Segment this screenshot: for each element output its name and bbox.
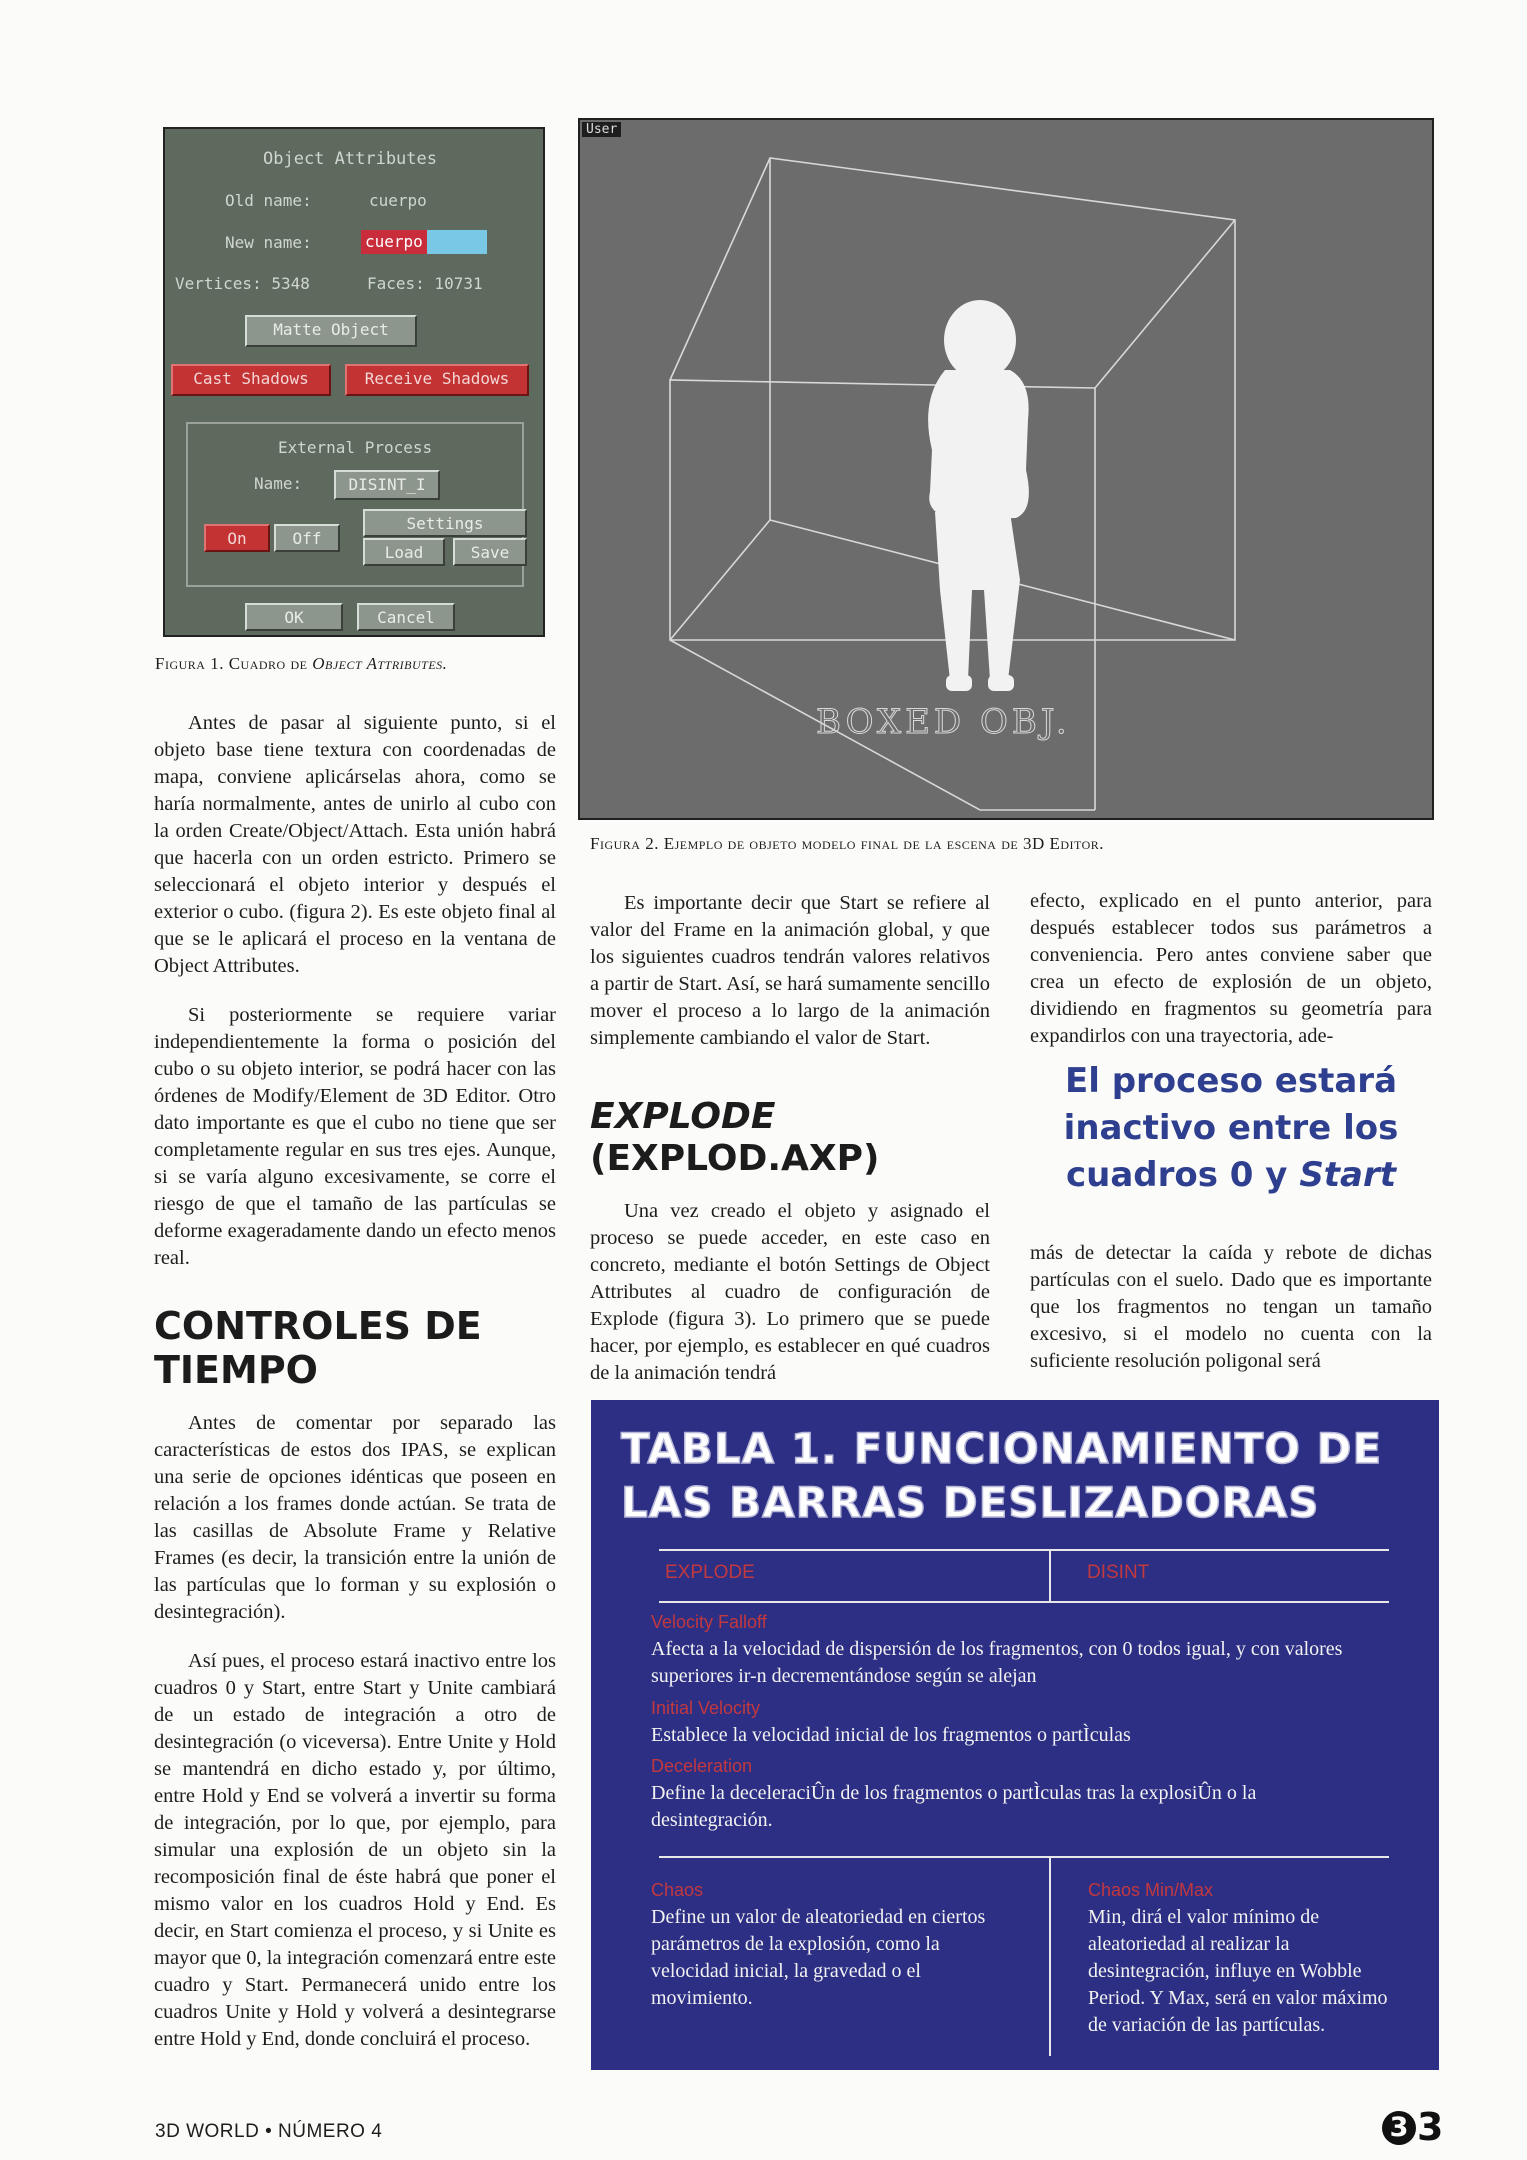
viewport-tag: User [582, 122, 621, 137]
column-2-lower [590, 1198, 990, 1387]
table-title [621, 1422, 1421, 1530]
col1-paragraph-1: Antes de pasar al siguiente punto, si el objeto base tiene textura con coordenadas de mapa, conviene aplicárselas ahora, como se haría normalmente, antes de unirlo al cubo con la orden Create/Object/Attach. Esta unión habrá que hacerla con un orden estricto. Primero se seleccionará el objeto interior y después el exterior o cubo. (figura 2). Es este objeto final al que se le aplicará el proceso en la ventana de Object Attributes. [154, 712, 556, 977]
save-button[interactable]: Save [453, 538, 527, 566]
column-2 [590, 890, 990, 1052]
faces-count: Faces: 10731 [367, 274, 483, 293]
table-header-divider [1049, 1549, 1051, 1601]
vertices-count: Vertices: 5348 [175, 274, 310, 293]
column-1 [154, 710, 556, 1272]
figure1-caption-text: Figura 1. Cuadro de [155, 654, 313, 673]
slider-table [591, 1400, 1439, 2070]
pull-quote-line-2: inactivo entre los [1063, 1108, 1399, 1148]
dialog-title: Object Attributes [263, 149, 437, 169]
external-process-label: External Process [278, 438, 433, 457]
chaos-key: Chaos [651, 1880, 704, 1900]
chaos-minmax-key: Chaos Min/Max [1088, 1880, 1214, 1900]
page-number-circle: 3 [1382, 2111, 1416, 2145]
load-button[interactable]: Load [363, 538, 445, 566]
table-title-line-2: LAS BARRAS DESLIZADORAS [621, 1478, 1320, 1527]
pull-quote-start: Start [1299, 1155, 1397, 1195]
off-button[interactable]: Off [274, 524, 340, 552]
object-attributes-dialog [163, 127, 545, 637]
col2-paragraph-2: Una vez creado el objeto y asignado el proceso se puede acceder, en este caso en concreto, mediante el botón Settings de Object Attributes al cuadro de configuración de Explode (figura 3). Lo primero que se puede hacer, por ejemplo, es establecer en qué cuadros de la animación tendrá [590, 1200, 990, 1384]
col3-paragraph-1: efecto, explicado en el punto anterior, para después establecer todos sus parámetros a conveniencia. Pero antes conviene saber que crea un efecto de explosión de un objeto, dividiendo en fragmentos su geometría para expandirlos con una trayectoria, ade- [1030, 890, 1432, 1047]
controles-heading: CONTROLES DE TIEMPO [154, 1304, 482, 1392]
old-name-label: Old name: [225, 191, 312, 210]
process-name-field[interactable]: DISINT_I [334, 470, 440, 500]
figure2-caption: Figura 2. Ejemplo de objeto modelo final de la escena de 3D Editor. [590, 834, 1105, 853]
explode-heading-file: (EXPLOD.AXP) [590, 1138, 880, 1179]
chaos-desc: Define un valor de aleatoriedad en ciertos parámetros de la explosión, como la velocidad inicial, la gravedad o el movimiento. [651, 1906, 986, 2009]
table-title-line-1: TABLA 1. FUNCIONAMIENTO DE [621, 1424, 1383, 1473]
cast-shadows-button[interactable]: Cast Shadows [171, 364, 331, 396]
initial-velocity-key: Initial Velocity [651, 1698, 761, 1718]
column-3-lower [1030, 1240, 1432, 1375]
table-rule-bottom [659, 1856, 1389, 1858]
col1-paragraph-4: Así pues, el proceso estará inactivo entre los cuadros 0 y Start, entre Start y Unite cambiará de un estado de integración a otro de desintegración (o viceversa). Entre Unite y Hold se mantendrá en dicho estado y, por último, entre Hold y End se volverá a invertir su forma de integración, por lo que, por ejemplo, para simular una explosión de un objeto sin la recomposición final de éste habrá que poner el mismo valor en los cuadros Hold y End. Es decir, en Start comienza el proceso, y si Unite es mayor que 0, la integración comenzará entre este cuadro y Start. Permanecerá unido entre los cuadros Unite y Hold y volverá a desintegrarse entre Hold y End, donde concluirá el proceso. [154, 1650, 556, 2050]
viewport-label: BOXED OBJ. [816, 702, 1071, 742]
deceleration-key: Deceleration [651, 1756, 753, 1776]
receive-shadows-button[interactable]: Receive Shadows [345, 364, 529, 396]
table-bottom-divider [1049, 1856, 1051, 2056]
figure1-caption [155, 654, 447, 674]
old-name-value: cuerpo [369, 191, 427, 210]
table-rule-top [659, 1549, 1389, 1551]
table-header-disint: DISINT [1087, 1562, 1150, 1583]
3d-viewport [578, 118, 1434, 820]
ok-button[interactable]: OK [245, 603, 343, 631]
new-name-input-cursor [427, 230, 487, 254]
column-1-lower [154, 1410, 556, 2053]
seated-figure-silhouette [928, 300, 1029, 691]
cancel-button[interactable]: Cancel [357, 603, 455, 631]
col1-paragraph-3: Antes de comentar por separado las características de estos dos IPAS, se explican una serie de opciones idénticas que poseen en relación a los frames donde actúan. Se trata de las casillas de Absolute Frame y Relative Frames (es decir, la transición entre la unión de las partículas que lo forman y su explosión o desintegración). [154, 1412, 556, 1623]
external-process-group [186, 422, 524, 587]
pull-quote-line-3-text: cuadros 0 y [1065, 1155, 1300, 1195]
new-name-label: New name: [225, 233, 312, 252]
pull-quote [1030, 1058, 1432, 1199]
table-rule-header [659, 1601, 1389, 1603]
table-header-explode: EXPLODE [665, 1562, 755, 1583]
footer-magazine: 3D WORLD • NÚMERO 4 [155, 2121, 383, 2142]
process-name-label: Name: [254, 474, 303, 493]
on-button[interactable]: On [204, 524, 270, 552]
pull-quote-line-3 [1030, 1152, 1432, 1199]
explode-heading: EXPLODE [590, 1096, 776, 1137]
page-number-digit: 3 [1417, 2105, 1444, 2149]
deceleration-desc: Define la deceleraciÛn de los fragmentos o partÌculas tras la explosiÛn o la desintegración. [651, 1782, 1257, 1831]
col1-paragraph-2: Si posteriormente se requiere variar independientemente la forma o posición del cubo o su objeto interior, se podrá hacer con las órdenes de Modify/Element de 3D Editor. Otro dato importante es que el cubo no tiene que ser completamente regular en sus tres ejes. Aunque, si se varía alguno excesivamente, se corre el riesgo de que el tamaño de las partículas se deforme exageradamente dando un efecto menos real. [154, 1004, 556, 1269]
col2-paragraph-1: Es importante decir que Start se refiere al valor del Frame en la animación global, y que los siguientes cuadros tendrán valores relativos a partir de Start. Así, se hará sumamente sencillo mover el proceso a lo largo de la animación simplemente cambiando el valor de Start. [590, 892, 990, 1049]
settings-button[interactable]: Settings [363, 509, 527, 537]
matte-object-button[interactable]: Matte Object [245, 315, 417, 347]
initial-velocity-desc: Establece la velocidad inicial de los fragmentos o partÌculas [651, 1724, 1131, 1746]
col3-paragraph-2: más de detectar la caída y rebote de dichas partículas con el suelo. Dado que es importante que los fragmentos no tengan un tamaño excesivo, si el modelo no cuenta con la suficiente resolución poligonal será [1030, 1242, 1432, 1372]
pull-quote-line-1: El proceso estará [1064, 1061, 1398, 1101]
velocity-falloff-desc: Afecta a la velocidad de dispersión de los fragmentos, con 0 todos igual, y con valores superiores ir-n decrementándose según se alejan [651, 1638, 1343, 1687]
velocity-falloff-key: Velocity Falloff [651, 1612, 767, 1632]
chaos-minmax-desc: Min, dirá el valor mínimo de aleatoriedad al realizar la desintegración, influye en Wobble Period. Y Max, será en valor máximo de variación de las partículas. [1088, 1906, 1388, 2036]
column-3 [1030, 888, 1432, 1050]
figure1-caption-italic: Object Attributes. [312, 654, 448, 673]
new-name-input[interactable]: cuerpo [361, 230, 427, 254]
page-number [1382, 2105, 1443, 2149]
